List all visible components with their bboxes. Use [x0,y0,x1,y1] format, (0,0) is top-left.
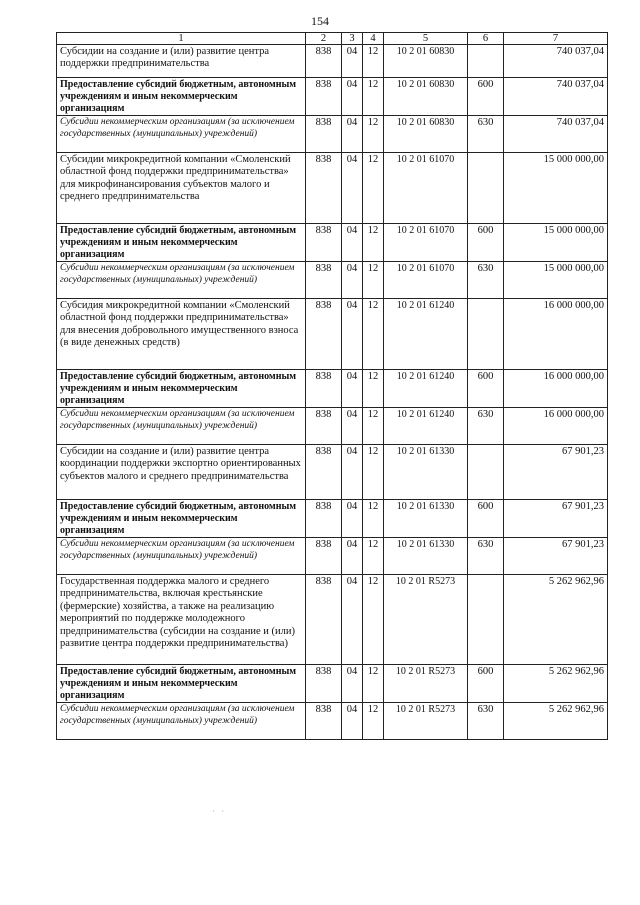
code-cell-4: 12 [363,299,384,370]
code-cell-4: 12 [363,538,384,575]
code-cell-2: 838 [306,299,342,370]
table-row [57,116,608,153]
target-article-cell: 10 2 01 61240 [384,370,468,408]
amount-cell: 67 901,23 [504,538,608,575]
target-article-cell: 10 2 01 60830 [384,45,468,78]
amount-cell: 15 000 000,00 [504,224,608,262]
col-header-2: 2 [306,33,342,45]
expense-type-cell [468,445,504,500]
expense-type-cell [468,45,504,78]
table-row [57,445,608,500]
code-cell-4: 12 [363,370,384,408]
row-name-cell: Субсидии на создание и (или) развитие центра координации поддержки экспортно ориентированных субъектов малого и среднего предпринимательства [57,445,306,500]
amount-cell: 15 000 000,00 [504,153,608,224]
row-name-cell: Субсидия микрокредитной компании «Смоленский областной фонд поддержки предпринимательства» для внесения добровольного имущественного взноса (в виде денежных средств) [57,299,306,370]
code-cell-3: 04 [342,665,363,703]
target-article-cell: 10 2 01 R5273 [384,575,468,665]
code-cell-4: 12 [363,153,384,224]
table-row [57,153,608,224]
table-row [57,665,608,703]
code-cell-2: 838 [306,370,342,408]
expense-type-cell: 600 [468,224,504,262]
amount-cell: 67 901,23 [504,445,608,500]
amount-cell: 740 037,04 [504,116,608,153]
code-cell-2: 838 [306,78,342,116]
amount-cell: 5 262 962,96 [504,703,608,740]
code-cell-3: 04 [342,370,363,408]
target-article-cell: 10 2 01 61240 [384,299,468,370]
code-cell-4: 12 [363,224,384,262]
expense-type-cell: 630 [468,703,504,740]
row-name-cell: Государственная поддержка малого и среднего предпринимательства, включая крестьянские (фермерские) хозяйства, а также на реализацию мероприятий по поддержке молодежного предпринимательства (субсидии на создание и (или) развитие центра поддержки предпринимательства) [57,575,306,665]
col-header-1: 1 [57,33,306,45]
target-article-cell: 10 2 01 61070 [384,224,468,262]
code-cell-4: 12 [363,445,384,500]
code-cell-4: 12 [363,665,384,703]
amount-cell: 740 037,04 [504,78,608,116]
target-article-cell: 10 2 01 61330 [384,538,468,575]
code-cell-4: 12 [363,575,384,665]
amount-cell: 16 000 000,00 [504,370,608,408]
target-article-cell: 10 2 01 61330 [384,445,468,500]
header-row [57,33,608,45]
table-row [57,408,608,445]
code-cell-3: 04 [342,575,363,665]
amount-cell: 740 037,04 [504,45,608,78]
row-name-cell: Предоставление субсидий бюджетным, автономным учреждениям и иным некоммерческим организациям [57,224,306,262]
row-name-cell: Субсидии на создание и (или) развитие центра поддержки предпринимательства [57,45,306,78]
page-number: 154 [311,14,329,28]
budget-table [56,32,608,740]
target-article-cell: 10 2 01 61070 [384,153,468,224]
code-cell-2: 838 [306,153,342,224]
code-cell-2: 838 [306,116,342,153]
target-article-cell: 10 2 01 61330 [384,500,468,538]
code-cell-2: 838 [306,500,342,538]
amount-cell: 15 000 000,00 [504,262,608,299]
code-cell-2: 838 [306,575,342,665]
col-header-4: 4 [363,33,384,45]
target-article-cell: 10 2 01 60830 [384,78,468,116]
code-cell-3: 04 [342,500,363,538]
col-header-7: 7 [504,33,608,45]
table-row [57,538,608,575]
row-name-cell: Предоставление субсидий бюджетным, автономным учреждениям и иным некоммерческим организациям [57,665,306,703]
target-article-cell: 10 2 01 61070 [384,262,468,299]
expense-type-cell: 630 [468,408,504,445]
code-cell-2: 838 [306,45,342,78]
row-name-cell: Субсидии некоммерческим организациям (за исключением государственных (муниципальных) учреждений) [57,703,306,740]
code-cell-4: 12 [363,703,384,740]
table-row [57,224,608,262]
table-row [57,370,608,408]
row-name-cell: Предоставление субсидий бюджетным, автономным учреждениям и иным некоммерческим организациям [57,370,306,408]
code-cell-3: 04 [342,116,363,153]
target-article-cell: 10 2 01 60830 [384,116,468,153]
expense-type-cell: 600 [468,78,504,116]
amount-cell: 5 262 962,96 [504,665,608,703]
row-name-cell: Субсидии микрокредитной компании «Смоленский областной фонд поддержки предпринимательства» для микрофинансирования субъектов малого и среднего предпринимательства [57,153,306,224]
expense-type-cell: 600 [468,370,504,408]
code-cell-3: 04 [342,408,363,445]
code-cell-4: 12 [363,408,384,445]
table-row [57,299,608,370]
code-cell-3: 04 [342,78,363,116]
code-cell-4: 12 [363,45,384,78]
code-cell-4: 12 [363,500,384,538]
row-name-cell: Субсидии некоммерческим организациям (за исключением государственных (муниципальных) учреждений) [57,116,306,153]
expense-type-cell [468,153,504,224]
row-name-cell: Субсидии некоммерческим организациям (за исключением государственных (муниципальных) учреждений) [57,408,306,445]
row-name-cell: Предоставление субсидий бюджетным, автономным учреждениям и иным некоммерческим организациям [57,500,306,538]
code-cell-3: 04 [342,703,363,740]
code-cell-3: 04 [342,153,363,224]
expense-type-cell: 630 [468,538,504,575]
code-cell-3: 04 [342,224,363,262]
scan-noise: · · [212,806,227,816]
table-row [57,703,608,740]
row-name-cell: Субсидии некоммерческим организациям (за исключением государственных (муниципальных) учреждений) [57,262,306,299]
table-row [57,500,608,538]
expense-type-cell [468,299,504,370]
code-cell-2: 838 [306,538,342,575]
expense-type-cell: 600 [468,665,504,703]
code-cell-4: 12 [363,116,384,153]
code-cell-2: 838 [306,665,342,703]
code-cell-2: 838 [306,262,342,299]
code-cell-3: 04 [342,538,363,575]
code-cell-3: 04 [342,299,363,370]
row-name-cell: Предоставление субсидий бюджетным, автономным учреждениям и иным некоммерческим организациям [57,78,306,116]
code-cell-3: 04 [342,45,363,78]
target-article-cell: 10 2 01 R5273 [384,665,468,703]
code-cell-2: 838 [306,703,342,740]
target-article-cell: 10 2 01 61240 [384,408,468,445]
row-name-cell: Субсидии некоммерческим организациям (за исключением государственных (муниципальных) учреждений) [57,538,306,575]
expense-type-cell: 630 [468,262,504,299]
target-article-cell: 10 2 01 R5273 [384,703,468,740]
code-cell-4: 12 [363,78,384,116]
expense-type-cell [468,575,504,665]
amount-cell: 67 901,23 [504,500,608,538]
expense-type-cell: 630 [468,116,504,153]
code-cell-3: 04 [342,262,363,299]
amount-cell: 16 000 000,00 [504,299,608,370]
table-row [57,262,608,299]
col-header-5: 5 [384,33,468,45]
code-cell-2: 838 [306,408,342,445]
table-body [57,45,608,740]
table-row [57,78,608,116]
amount-cell: 5 262 962,96 [504,575,608,665]
col-header-6: 6 [468,33,504,45]
code-cell-2: 838 [306,445,342,500]
code-cell-2: 838 [306,224,342,262]
expense-type-cell: 600 [468,500,504,538]
col-header-3: 3 [342,33,363,45]
code-cell-4: 12 [363,262,384,299]
amount-cell: 16 000 000,00 [504,408,608,445]
table-row [57,575,608,665]
code-cell-3: 04 [342,445,363,500]
table-row [57,45,608,78]
